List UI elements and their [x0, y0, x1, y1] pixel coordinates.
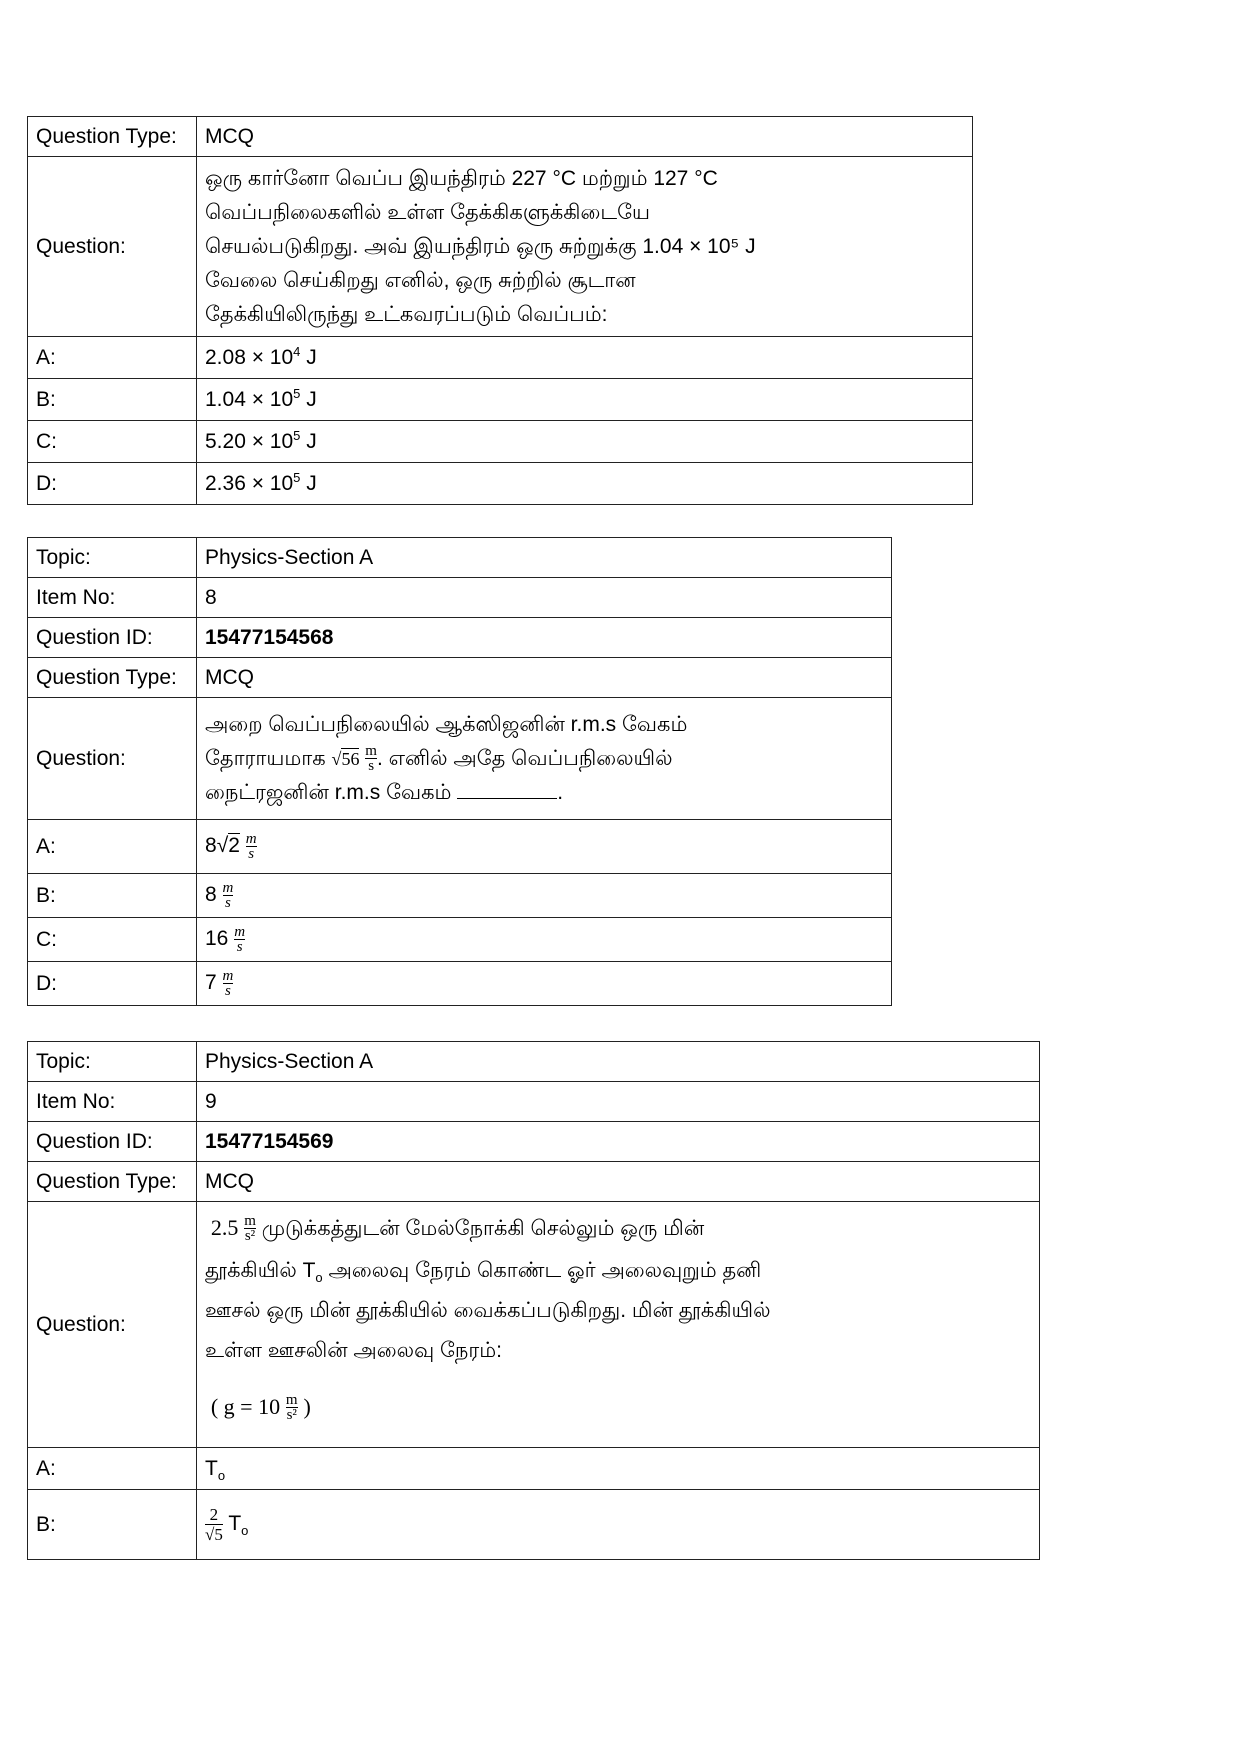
question-line: தோராயமாக √56 $\frac{m}{s}$ . எனில் அதே வெப்பநிலையில்	[205, 743, 673, 775]
item-no-label: Item No:	[28, 1082, 197, 1122]
type-label: Question Type:	[28, 117, 197, 157]
type-value: MCQ	[197, 1162, 1040, 1202]
question-line: 2.5 $\frac{m}{\text{s²}}$ முடுக்கத்துடன் மேல்நோக்கி செல்லும் ஒரு மின்	[210, 1213, 705, 1245]
question-line: செயல்படுகிறது. அவ் இயந்திரம் ஒரு சுற்றுக்கு 1.04 × 10⁵ J	[205, 234, 756, 258]
topic-label: Topic:	[28, 538, 197, 578]
option-label: B:	[28, 874, 197, 918]
option-label: C:	[28, 421, 197, 463]
option-label: D:	[28, 962, 197, 1006]
option-c-value: 16 $\frac{m}{s}$	[197, 918, 892, 962]
question-id-label: Question ID:	[28, 1122, 197, 1162]
question-label: Question:	[28, 1202, 197, 1448]
question-line: வெப்பநிலைகளில் உள்ள தேக்கிகளுக்கிடையே	[205, 200, 650, 224]
gravity-note: ( g = 10 $\frac{m}{\text{s²}}$ )	[210, 1392, 311, 1424]
question-line: ஒரு கார்னோ வெப்ப இயந்திரம் 227 °C மற்றும் 127 °C	[205, 166, 718, 190]
question-text	[197, 157, 973, 337]
option-c-value: $5.20 \times 10^5$ J	[197, 421, 973, 463]
option-a-value: 8√2 $\frac{m}{s}$	[197, 820, 892, 874]
option-a-value: $2.08 \times 10^4$ J	[197, 337, 973, 379]
option-a-value: $T_o$	[197, 1448, 1040, 1490]
question-line: தேக்கியிலிருந்து உட்கவரப்படும் வெப்பம்:	[205, 302, 608, 326]
question-line: தூக்கியில் $T_o$ அலைவு நேரம் கொண்ட ஓர் அலைவுறும் தனி	[205, 1258, 762, 1285]
question-label: Question:	[28, 157, 197, 337]
question-label: Question:	[28, 698, 197, 820]
question-id-label: Question ID:	[28, 618, 197, 658]
option-d-value: 7 $\frac{m}{s}$	[197, 962, 892, 1006]
type-value: MCQ	[197, 658, 892, 698]
question-line: உள்ள ஊசலின் அலைவு நேரம்:	[205, 1338, 502, 1362]
question-table-2	[27, 537, 892, 1006]
question-line: அறை வெப்பநிலையில் ஆக்ஸிஜனின் r.m.s வேகம்	[205, 712, 688, 736]
option-label: B:	[28, 379, 197, 421]
topic-value: Physics-Section A	[197, 538, 892, 578]
option-d-value: $2.36 \times 10^5$ J	[197, 463, 973, 505]
option-label: A:	[28, 337, 197, 379]
question-line: வேலை செய்கிறது எனில், ஒரு சுற்றில் சூடான	[205, 268, 636, 292]
option-label: D:	[28, 463, 197, 505]
question-id-value: 15477154568	[197, 618, 892, 658]
item-no-value: 9	[197, 1082, 1040, 1122]
item-no-value: 8	[197, 578, 892, 618]
option-label: A:	[28, 820, 197, 874]
question-text	[197, 1202, 1040, 1448]
type-label: Question Type:	[28, 1162, 197, 1202]
item-no-label: Item No:	[28, 578, 197, 618]
topic-label: Topic:	[28, 1042, 197, 1082]
question-line: ஊசல் ஒரு மின் தூக்கியில் வைக்கப்படுகிறது. மின் தூக்கியில்	[205, 1298, 771, 1322]
option-label: C:	[28, 918, 197, 962]
question-id-value: 15477154569	[197, 1122, 1040, 1162]
answer-blank	[457, 797, 557, 799]
question-table-1	[27, 116, 973, 505]
question-line: நைட்ரஜனின் r.m.s வேகம் .	[205, 780, 564, 804]
type-label: Question Type:	[28, 658, 197, 698]
option-label: B:	[28, 1490, 197, 1560]
question-table-3	[27, 1041, 1040, 1560]
option-label: A:	[28, 1448, 197, 1490]
question-text	[197, 698, 892, 820]
option-b-value: $1.04 \times 10^5$ J	[197, 379, 973, 421]
type-value: MCQ	[197, 117, 973, 157]
topic-value: Physics-Section A	[197, 1042, 1040, 1082]
option-b-value: $\frac{2}{√5}$ $T_o$	[197, 1490, 1040, 1560]
option-b-value: 8 $\frac{m}{s}$	[197, 874, 892, 918]
